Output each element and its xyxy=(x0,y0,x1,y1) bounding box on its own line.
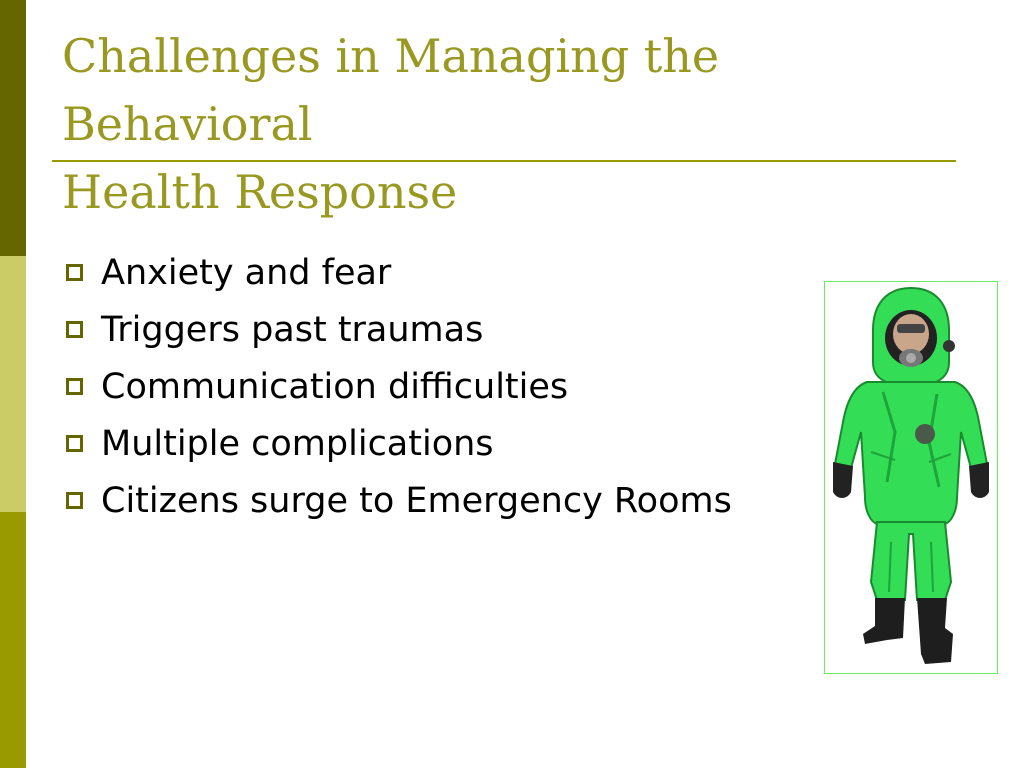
square-bullet-icon xyxy=(66,492,83,509)
accent-segment-light xyxy=(0,256,26,512)
title-line-2: Health Response xyxy=(62,165,458,219)
bullet-item xyxy=(66,244,732,301)
bullet-item xyxy=(66,415,732,472)
slide-title xyxy=(62,22,962,226)
square-bullet-icon xyxy=(66,378,83,395)
square-bullet-icon xyxy=(66,321,83,338)
bullet-item xyxy=(66,301,732,358)
left-accent-bar xyxy=(0,0,26,768)
bullet-text: Multiple complications xyxy=(101,423,494,464)
title-divider xyxy=(52,160,956,162)
bullet-list xyxy=(66,244,732,529)
bullet-item xyxy=(66,472,732,529)
bullet-text: Citizens surge to Emergency Rooms xyxy=(101,480,732,521)
bullet-text: Communication difficulties xyxy=(101,366,569,407)
hazmat-figure-frame xyxy=(824,281,998,674)
square-bullet-icon xyxy=(66,435,83,452)
bullet-text: Triggers past traumas xyxy=(101,309,484,350)
hazmat-suit-person-icon xyxy=(825,282,997,673)
square-bullet-icon xyxy=(66,264,83,281)
accent-segment-mid xyxy=(0,512,26,768)
bullet-item xyxy=(66,358,732,415)
bullet-text: Anxiety and fear xyxy=(101,252,392,293)
title-line-1: Challenges in Managing the Behavioral xyxy=(62,29,720,151)
accent-segment-dark xyxy=(0,0,26,256)
